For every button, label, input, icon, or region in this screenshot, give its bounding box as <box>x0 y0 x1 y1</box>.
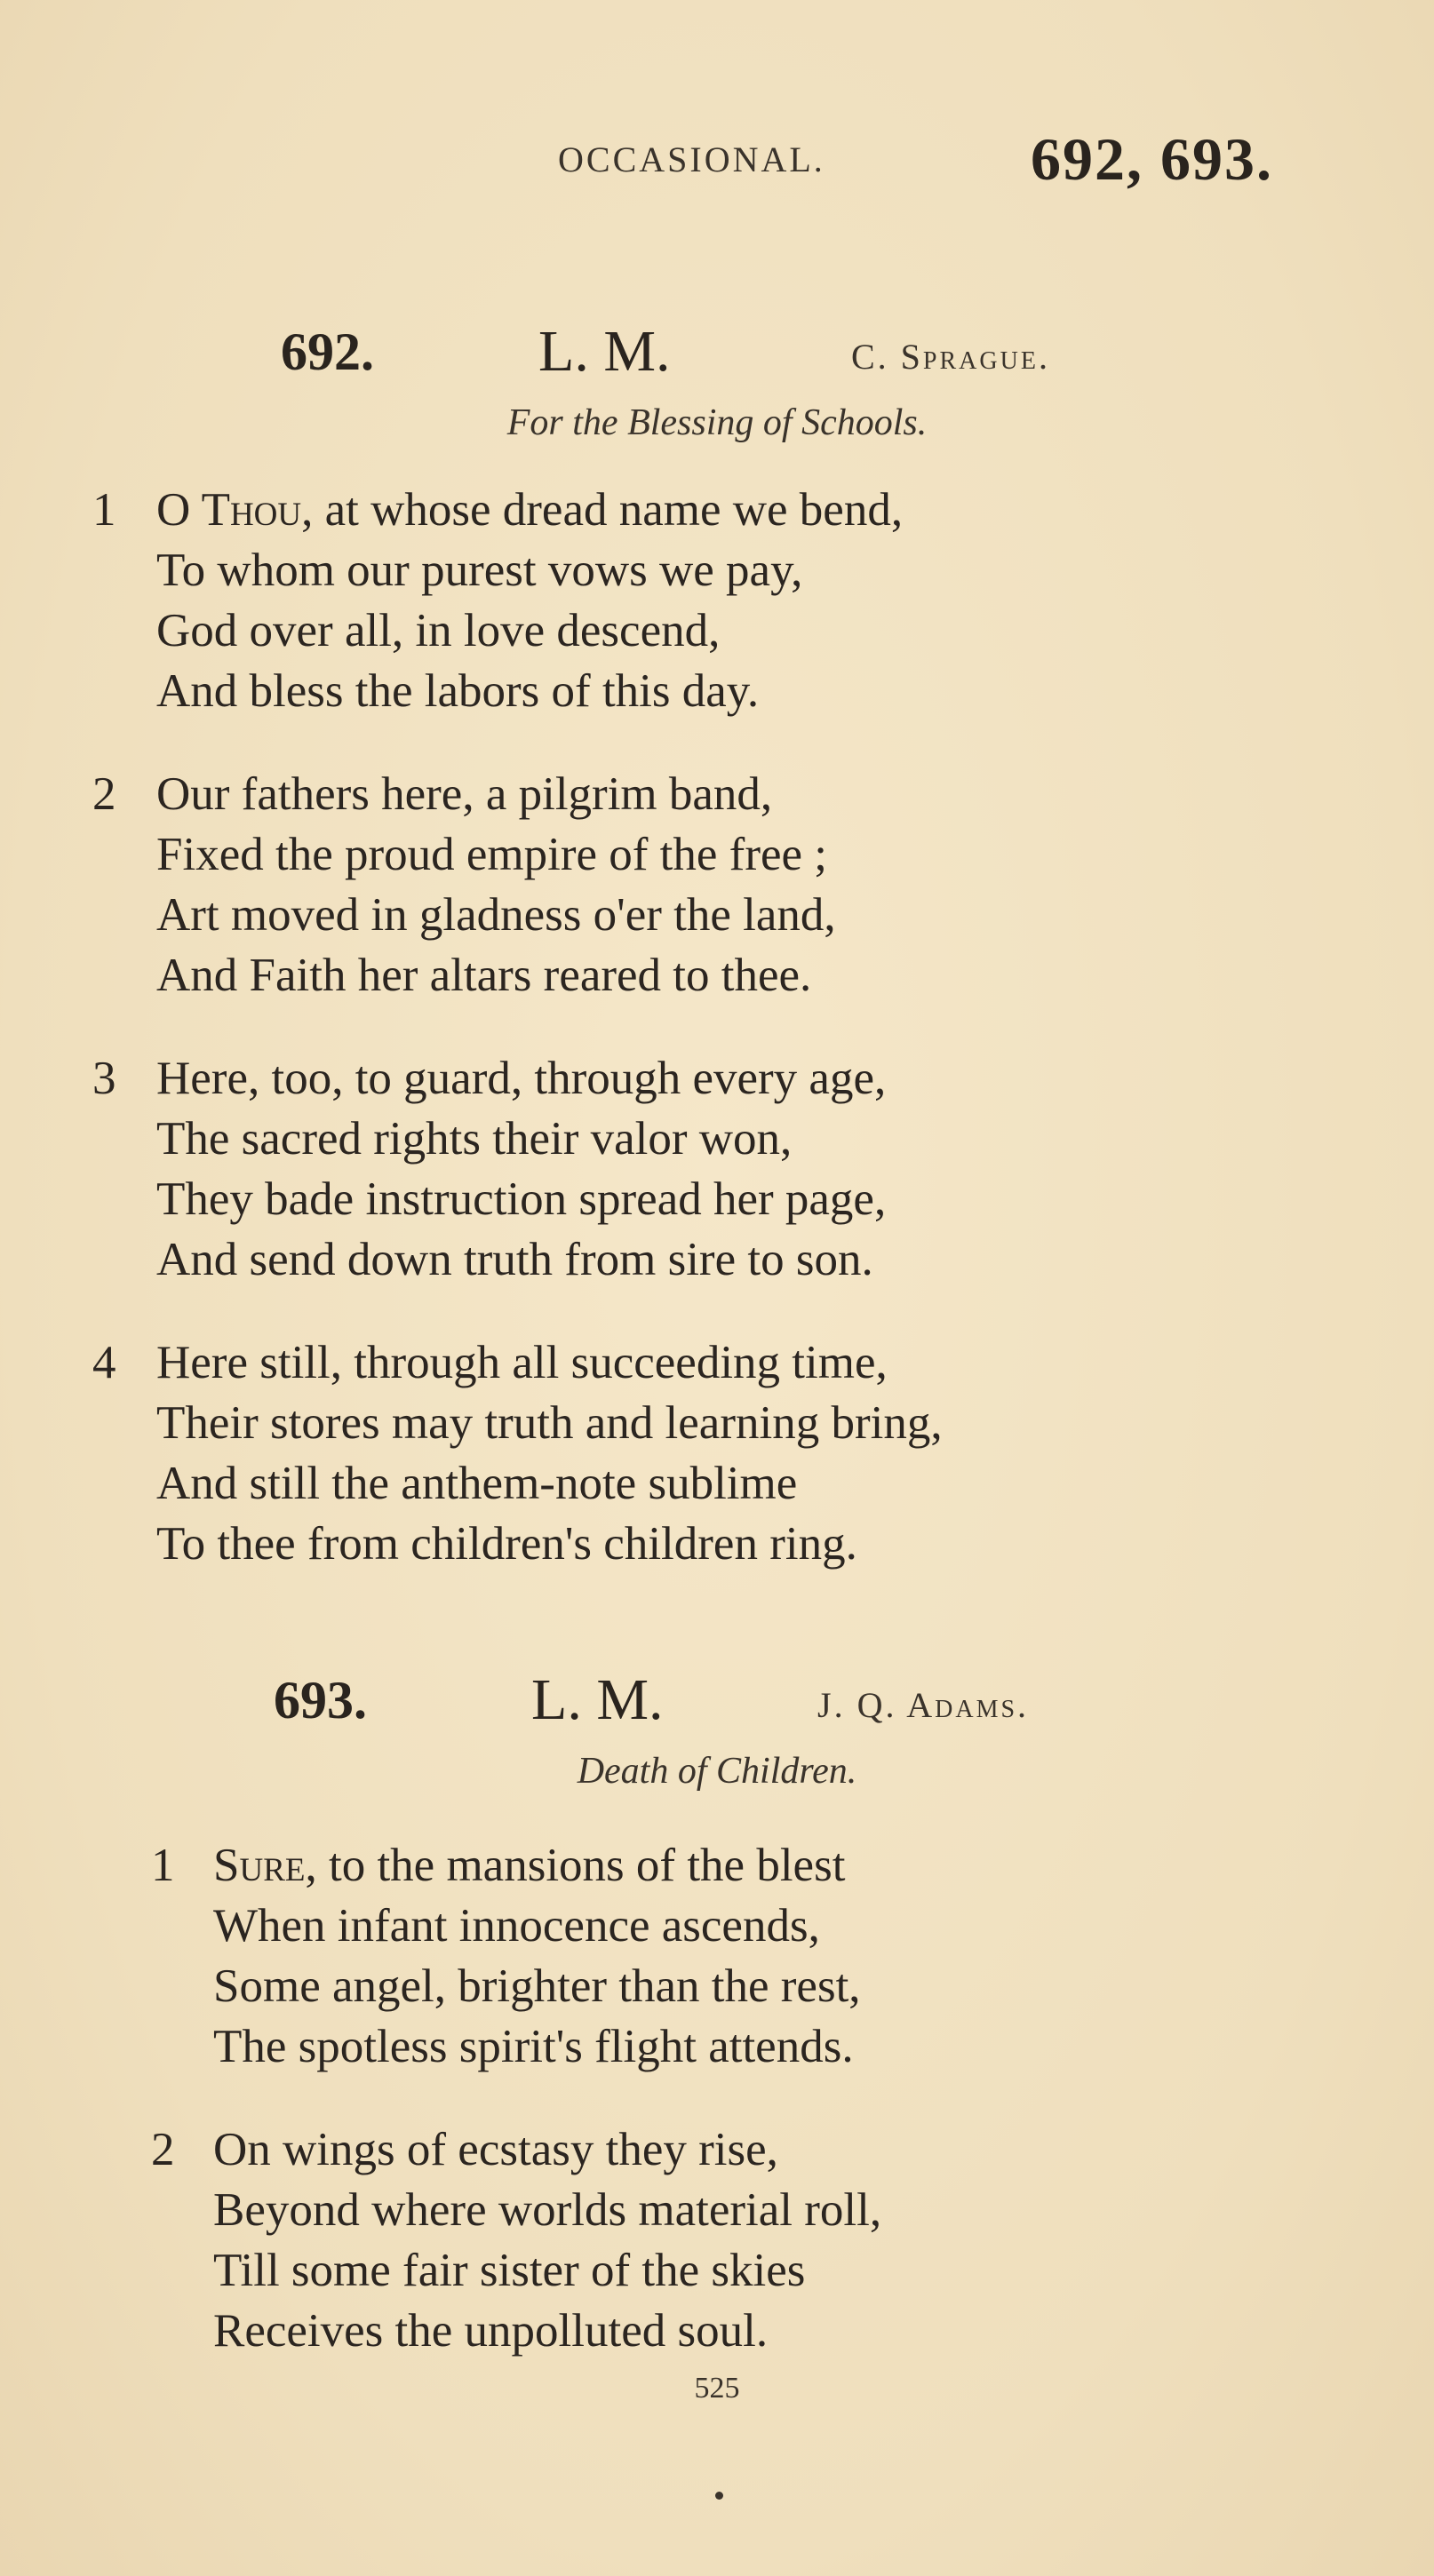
verse-line: Till some fair sister of the skies <box>213 2245 806 2296</box>
verse-lines <box>156 1048 886 1290</box>
hymn-693-heading <box>0 1667 1434 1741</box>
verse-number: 3 <box>92 1053 116 1104</box>
ink-speck <box>715 2492 723 2500</box>
verse-first-line-rest: at whose dread name we bend, <box>313 484 904 536</box>
verse-lines <box>156 764 836 1006</box>
hymn-692-verse-3 <box>92 1048 1354 1290</box>
verse-number: 2 <box>92 768 116 820</box>
verse-line: Beyond where worlds material roll, <box>213 2184 882 2236</box>
verse-line: The spotless spirit's flight attends. <box>213 2021 854 2072</box>
verse-line: And bless the labors of this day. <box>156 665 760 717</box>
page-number: 525 <box>694 2372 740 2405</box>
hymn-author: C. Sprague. <box>851 337 1050 377</box>
running-head <box>0 124 1434 195</box>
verse-first-line-rest: to the mansions of the blest <box>316 1840 846 1891</box>
running-head-hymn-numbers: 692, 693. <box>1031 125 1273 193</box>
hymn-692-verse-2 <box>92 764 1354 1006</box>
verse-lines <box>156 480 903 721</box>
verse-line: God over all, in love descend, <box>156 605 721 656</box>
verse-line: Some angel, brighter than the rest, <box>213 1960 861 2012</box>
verse-lines <box>213 2119 881 2361</box>
verse-line: To thee from children's children ring. <box>156 1518 857 1570</box>
verse-line: On wings of ecstasy they rise, <box>213 2124 778 2175</box>
verse-lines <box>213 1835 861 2077</box>
running-head-section: OCCASIONAL. <box>558 139 825 179</box>
hymn-meter: L. M. <box>531 1667 664 1732</box>
verse-lines <box>156 1332 943 1574</box>
verse-line: Their stores may truth and learning bring, <box>156 1397 943 1449</box>
hymn-number: 693. <box>274 1671 367 1729</box>
verse-line <box>156 480 903 540</box>
verse-line: Fixed the proud empire of the free ; <box>156 829 827 880</box>
verse-line: The sacred rights their valor won, <box>156 1113 793 1165</box>
verse-line: And send down truth from sire to son. <box>156 1234 873 1285</box>
hymn-number: 692. <box>281 322 374 381</box>
hymn-meter: L. M. <box>538 319 671 384</box>
verse-first-word: Sure, <box>213 1840 317 1891</box>
hymn-author: J. Q. Adams. <box>817 1685 1030 1725</box>
verse-line: When infant innocence ascends, <box>213 1900 820 1952</box>
verse-line: And Faith her altars reared to thee. <box>156 950 812 1001</box>
verse-line <box>213 1835 861 1896</box>
hymn-692-verse-4 <box>92 1332 1354 1574</box>
verse-number: 1 <box>151 1840 175 1891</box>
verse-line: And still the anthem-note sublime <box>156 1458 798 1509</box>
verse-first-word: O Thou, <box>156 484 314 536</box>
hymn-693-subtitle: Death of Children. <box>577 1751 857 1792</box>
verse-line: Our fathers here, a pilgrim band, <box>156 768 773 820</box>
verse-line: Art moved in gladness o'er the land, <box>156 889 836 941</box>
verse-number: 1 <box>92 484 116 536</box>
verse-line: Here, too, to guard, through every age, <box>156 1053 887 1104</box>
verse-line: Receives the unpolluted soul. <box>213 2305 769 2357</box>
verse-line: To whom our purest vows we pay, <box>156 545 803 596</box>
hymn-692-heading <box>0 319 1434 393</box>
verse-line: Here still, through all succeeding time, <box>156 1337 888 1388</box>
verse-number: 2 <box>151 2124 175 2175</box>
hymn-692-verse-1 <box>92 480 1354 721</box>
verse-line: They bade instruction spread her page, <box>156 1173 887 1225</box>
hymn-692-subtitle: For the Blessing of Schools. <box>506 402 928 443</box>
hymn-693-verse-2 <box>151 2119 1377 2361</box>
hymn-693-verse-1 <box>151 1835 1377 2077</box>
verse-number: 4 <box>92 1337 116 1388</box>
